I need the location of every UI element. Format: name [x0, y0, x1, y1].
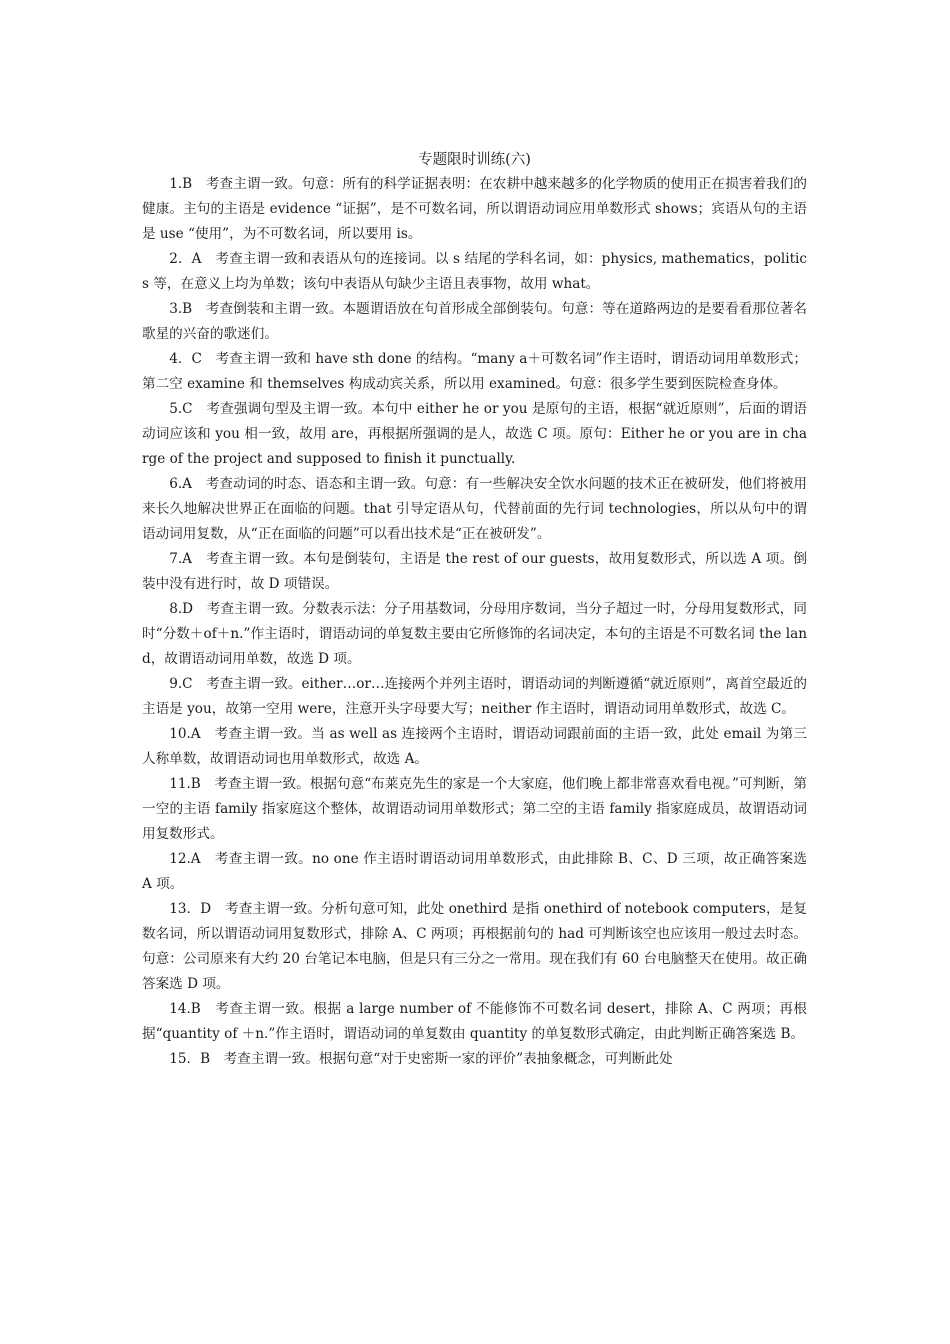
- answer-item-1: 1.B 考查主谓一致。句意：所有的科学证据表明：在农耕中越来越多的化学物质的使用正在损害着我们的健康。主句的主语是 evidence “证据”，是不可数名词，所以谓语动词应用单数形式 shows；宾语从句的主语是 use “使用”，为不可数名词，所以要用 is。: [142, 176, 807, 242]
- answer-sheet: [142, 148, 807, 1072]
- answer-item-6: 6.A 考查动词的时态、语态和主谓一致。句意：有一些解决安全饮水问题的技术正在被研发，他们将被用来长久地解决世界正在面临的问题。that 引导定语从句，代替前面的先行词 technologies，所以从句中的谓语动词用复数，从“正在面临的问题”可以看出技术是“正在被研发”。: [142, 476, 807, 542]
- answer-item-5: 5.C 考查强调句型及主谓一致。本句中 either he or you 是原句的主语，根据“就近原则”，后面的谓语动词应该和 you 相一致，故用 are，再根据所强调的是人，故选 C 项。原句：Either he or you are in charge of the project and supposed to finish it punctually.: [142, 401, 807, 467]
- answer-item-2: 2．A 考查主谓一致和表语从句的连接词。以 s 结尾的学科名词，如：physics, mathematics，politics 等，在意义上均为单数；该句中表语从句缺少主语且表事物，故用 what。: [142, 251, 807, 292]
- answer-item-13: 13．D 考查主谓一致。分析句意可知，此处 onethird 是指 onethird of notebook computers，是复数名词，所以谓语动词用复数形式，排除 A、C 两项；再根据前句的 had 可判断该空也应该用一般过去时态。句意：公司原来有大约 20 台笔记本电脑，但是只有三分之一常用。现在我们有 60 台电脑整天在使用。故正确答案选 D 项。: [142, 901, 807, 992]
- answer-item-14: 14.B 考查主谓一致。根据 a large number of 不能修饰不可数名词 desert，排除 A、C 两项；再根据“quantity of ＋n.”作主语时，谓语动词的单复数由 quantity 的单复数形式确定，由此判断正确答案选 B。: [142, 1001, 807, 1042]
- answer-item-8: 8.D 考查主谓一致。分数表示法：分子用基数词，分母用序数词，当分子超过一时，分母用复数形式，同时“分数＋of＋n.”作主语时，谓语动词的单复数主要由它所修饰的名词决定，本句的主语是不可数名词 the land，故谓语动词用单数，故选 D 项。: [142, 601, 807, 667]
- answer-item-10: 10.A 考查主谓一致。当 as well as 连接两个主语时，谓语动词跟前面的主语一致，此处 email 为第三人称单数，故谓语动词也用单数形式，故选 A。: [142, 726, 807, 767]
- answer-item-12: 12.A 考查主谓一致。no one 作主语时谓语动词用单数形式，由此排除 B、C、D 三项，故正确答案选 A 项。: [142, 851, 807, 892]
- answer-item-3: 3.B 考查倒装和主谓一致。本题谓语放在句首形成全部倒装句。句意：等在道路两边的是要看看那位著名歌星的兴奋的歌迷们。: [142, 301, 807, 342]
- answer-item-9: 9.C 考查主谓一致。either…or…连接两个并列主语时，谓语动词的判断遵循“就近原则”，离首空最近的主语是 you，故第一空用 were，注意开头字母要大写；neither 作主语时，谓语动词用单数形式，故选 C。: [142, 676, 807, 717]
- answer-item-11: 11.B 考查主谓一致。根据句意“布莱克先生的家是一个大家庭，他们晚上都非常喜欢看电视。”可判断，第一空的主语 family 指家庭这个整体，故谓语动词用单数形式；第二空的主语 family 指家庭成员，故谓语动词用复数形式。: [142, 776, 807, 842]
- answer-item-7: 7.A 考查主谓一致。本句是倒装句，主语是 the rest of our guests，故用复数形式，所以选 A 项。倒装中没有进行时，故 D 项错误。: [142, 551, 807, 592]
- answer-item-4: 4．C 考查主谓一致和 have sth done 的结构。“many a＋可数名词”作主语时，谓语动词用单数形式；第二空 examine 和 themselves 构成动宾关系，所以用 examined。句意：很多学生要到医院检查身体。: [142, 351, 807, 392]
- answer-item-15: 15．B 考查主谓一致。根据句意“对于史密斯一家的评价”表抽象概念，可判断此处: [169, 1051, 673, 1067]
- page-title: 专题限时训练(六): [418, 152, 531, 168]
